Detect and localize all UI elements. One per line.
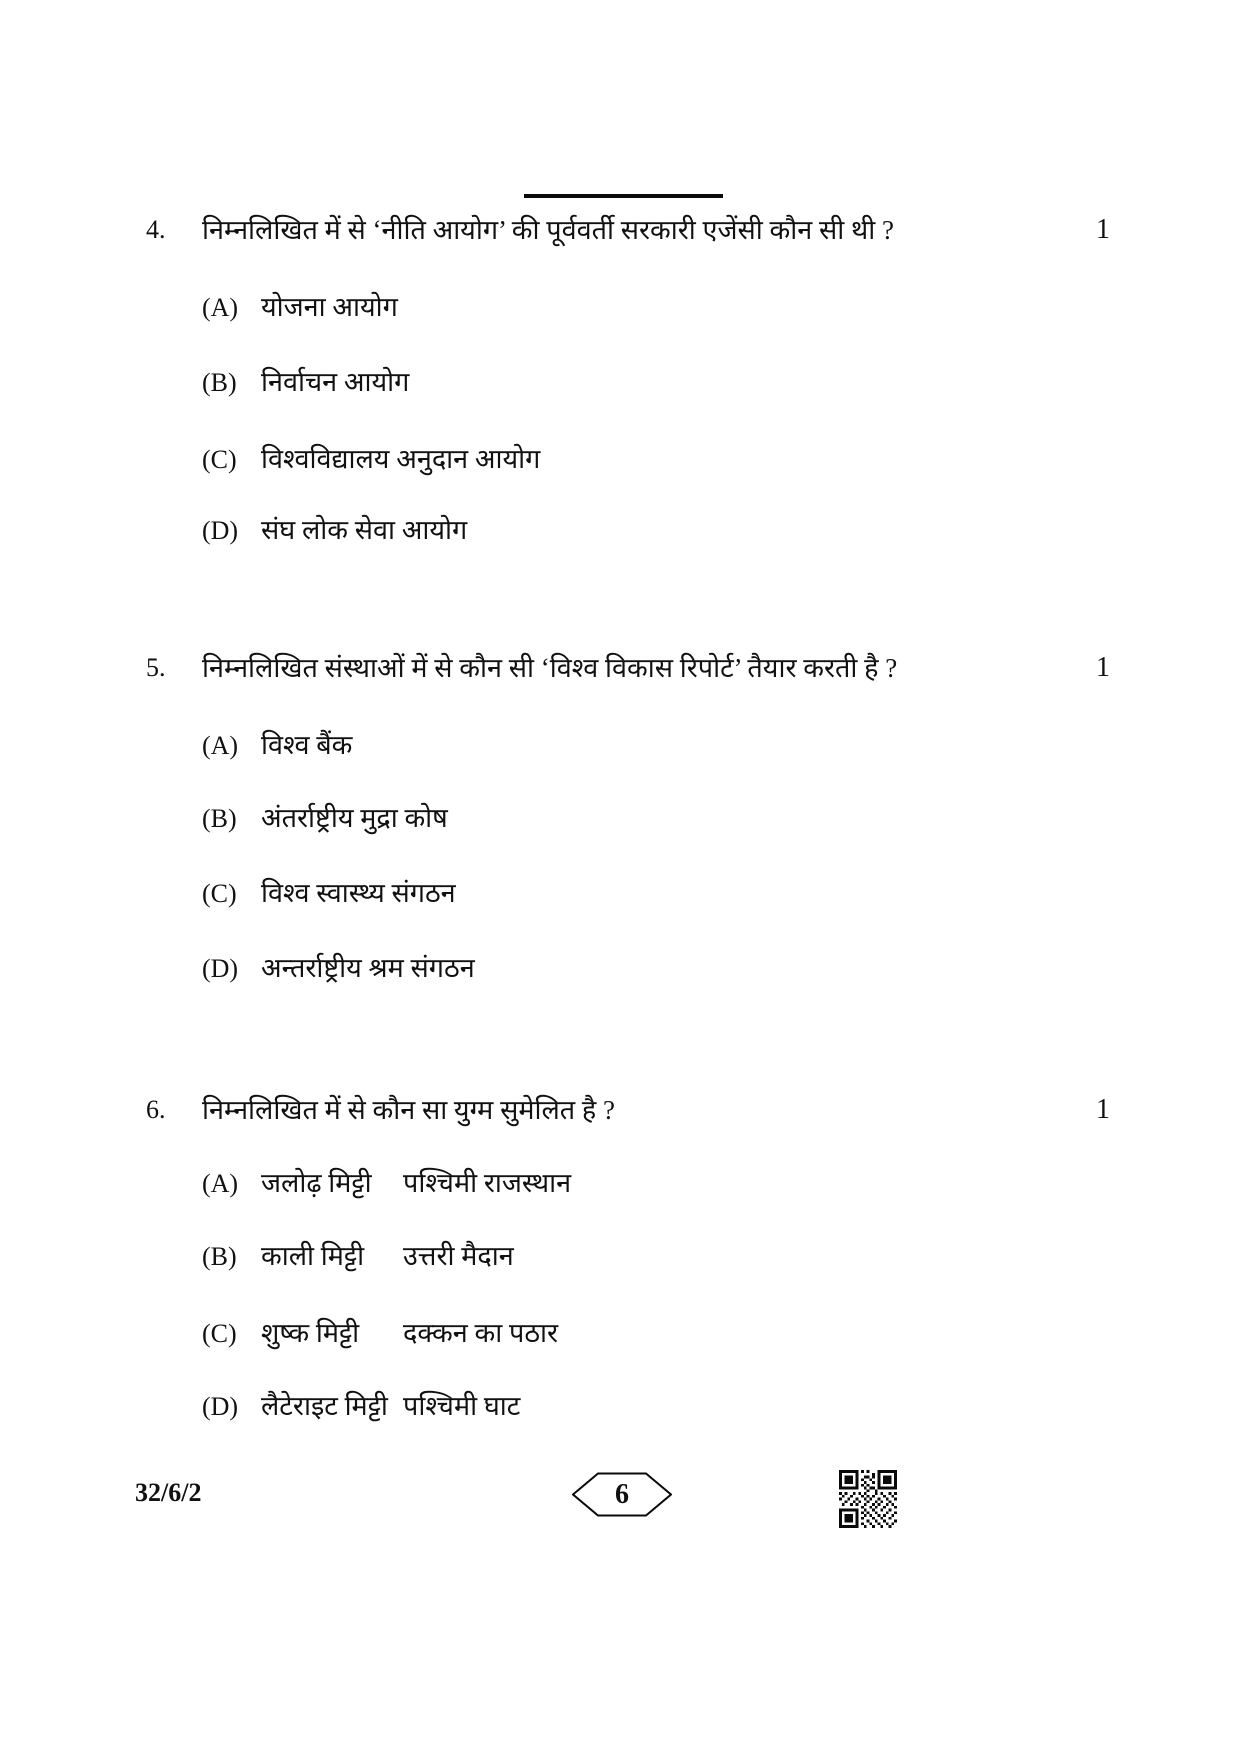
question-number: 6. (146, 1095, 166, 1124)
option-letter: (B) (202, 804, 237, 833)
qr-code-icon (839, 1470, 897, 1528)
option-row (202, 289, 398, 326)
option-row (202, 512, 467, 549)
option-text: निर्वाचन आयोग (261, 367, 410, 397)
option-row (202, 441, 540, 478)
option-row (202, 800, 448, 837)
option-text: अंतर्राष्ट्रीय मुद्रा कोष (261, 803, 448, 833)
option-letter: (C) (202, 1319, 237, 1348)
option-row (202, 364, 409, 401)
option-letter: (B) (202, 368, 237, 397)
option-letter: (A) (202, 731, 239, 760)
option-letter: (B) (202, 1242, 237, 1271)
page-number: 6 (615, 1478, 629, 1510)
option-text: शुष्क मिट्टी (261, 1318, 360, 1348)
option-row (202, 950, 475, 987)
option-text: संघ लोक सेवा आयोग (261, 515, 468, 545)
marks-badge: 1 (1096, 214, 1110, 245)
option-pair-text: पश्चिमी घाट (403, 1391, 521, 1421)
option-pair-text: दक्कन का पठार (403, 1318, 559, 1348)
question-text: निम्नलिखित में से ‘नीति आयोग’ की पूर्ववर्ती सरकारी एजेंसी कौन सी थी ? (202, 215, 894, 245)
marks-badge: 1 (1096, 652, 1110, 683)
page-number-hexagon (572, 1472, 672, 1517)
option-pair-text: पश्चिमी राजस्थान (403, 1168, 572, 1198)
section-divider (524, 194, 723, 198)
question-text: निम्नलिखित में से कौन सा युग्म सुमेलित है ? (202, 1095, 615, 1125)
option-row (202, 1238, 514, 1275)
option-letter: (D) (202, 954, 239, 983)
option-letter: (A) (202, 293, 239, 322)
option-text: योजना आयोग (261, 292, 398, 322)
option-letter: (D) (202, 1392, 239, 1421)
option-row (202, 1165, 571, 1202)
marks-badge: 1 (1096, 1094, 1110, 1125)
option-row (202, 875, 456, 912)
option-letter: (A) (202, 1169, 239, 1198)
option-letter: (C) (202, 445, 237, 474)
question-number: 5. (146, 653, 166, 682)
option-text: विश्व स्वास्थ्य संगठन (261, 878, 456, 908)
option-text: लैटेराइट मिट्टी (261, 1391, 388, 1421)
option-row (202, 1388, 520, 1425)
option-text: विश्व बैंक (261, 730, 353, 760)
option-text: जलोढ़ मिट्टी (261, 1168, 372, 1198)
option-letter: (C) (202, 879, 237, 908)
option-letter: (D) (202, 516, 239, 545)
option-row (202, 727, 352, 764)
option-text: विश्वविद्यालय अनुदान आयोग (261, 444, 541, 474)
question-number: 4. (146, 215, 166, 244)
option-text: अन्तर्राष्ट्रीय श्रम संगठन (261, 953, 475, 983)
option-pair-text: उत्तरी मैदान (403, 1241, 514, 1271)
option-row (202, 1315, 558, 1352)
option-text: काली मिट्टी (261, 1241, 365, 1271)
question-text: निम्नलिखित संस्थाओं में से कौन सी ‘विश्व विकास रिपोर्ट’ तैयार करती है ? (202, 653, 898, 683)
paper-code: 32/6/2 (135, 1478, 202, 1507)
